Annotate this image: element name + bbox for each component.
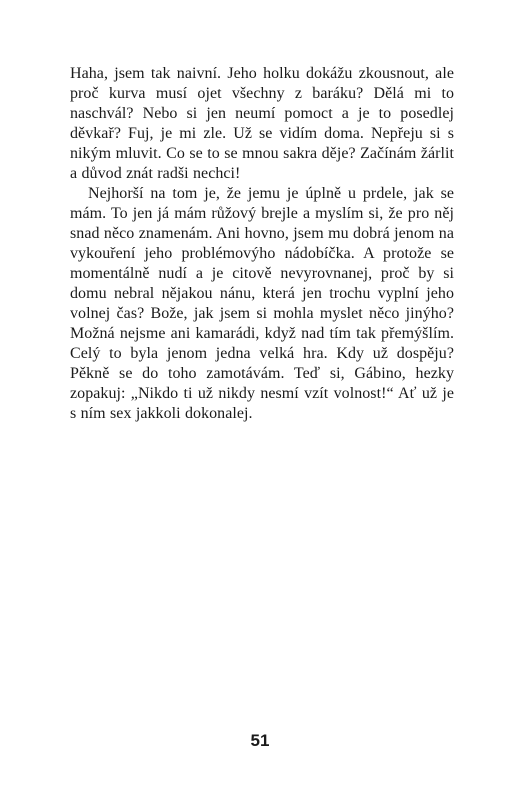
paragraph-2: Nejhorší na tom je, že jemu je úplně u prdele, jak se mám. To jen já mám růžový brejle a myslím si, že pro něj snad něco znamenám. Ani hovno, jsem mu dobrá jenom na vykouření jeho problémovýho nádobíčka. A protože se momentálně nudí a je citově nevyrovnanej, proč by si domu nebral nějakou nánu, která jen trochu vyplní jeho volnej čas? Bože, jak jsem si mohla myslet něco jinýho? Možná nejsme ani kamarádi, když nad tím tak přemýšlím. Celý to byla jenom jedna velká hra. Kdy už dospěju? Pěkně se do toho zamotávám. Teď si, Gábino, hezky zopakuj: „Nikdo ti už nikdy nesmí vzít volnost!“ Ať už je s ním sex jakkoli dokonalej. bbox=[70, 185, 454, 422]
paragraph-1: Haha, jsem tak naivní. Jeho holku dokážu zkousnout, ale proč kurva musí ojet všechny z baráku? Dělá mi to naschvál? Nebo si jen neumí pomoct a je to posedlej děvkař? Fuj, je mi zle. Už se vidím doma. Nepřeju si s nikým mluvit. Co se to se mnou sakra děje? Začínám žárlit a důvod znát radši nechci! bbox=[70, 65, 454, 182]
body-text bbox=[70, 64, 454, 424]
page-number: 51 bbox=[250, 731, 270, 750]
